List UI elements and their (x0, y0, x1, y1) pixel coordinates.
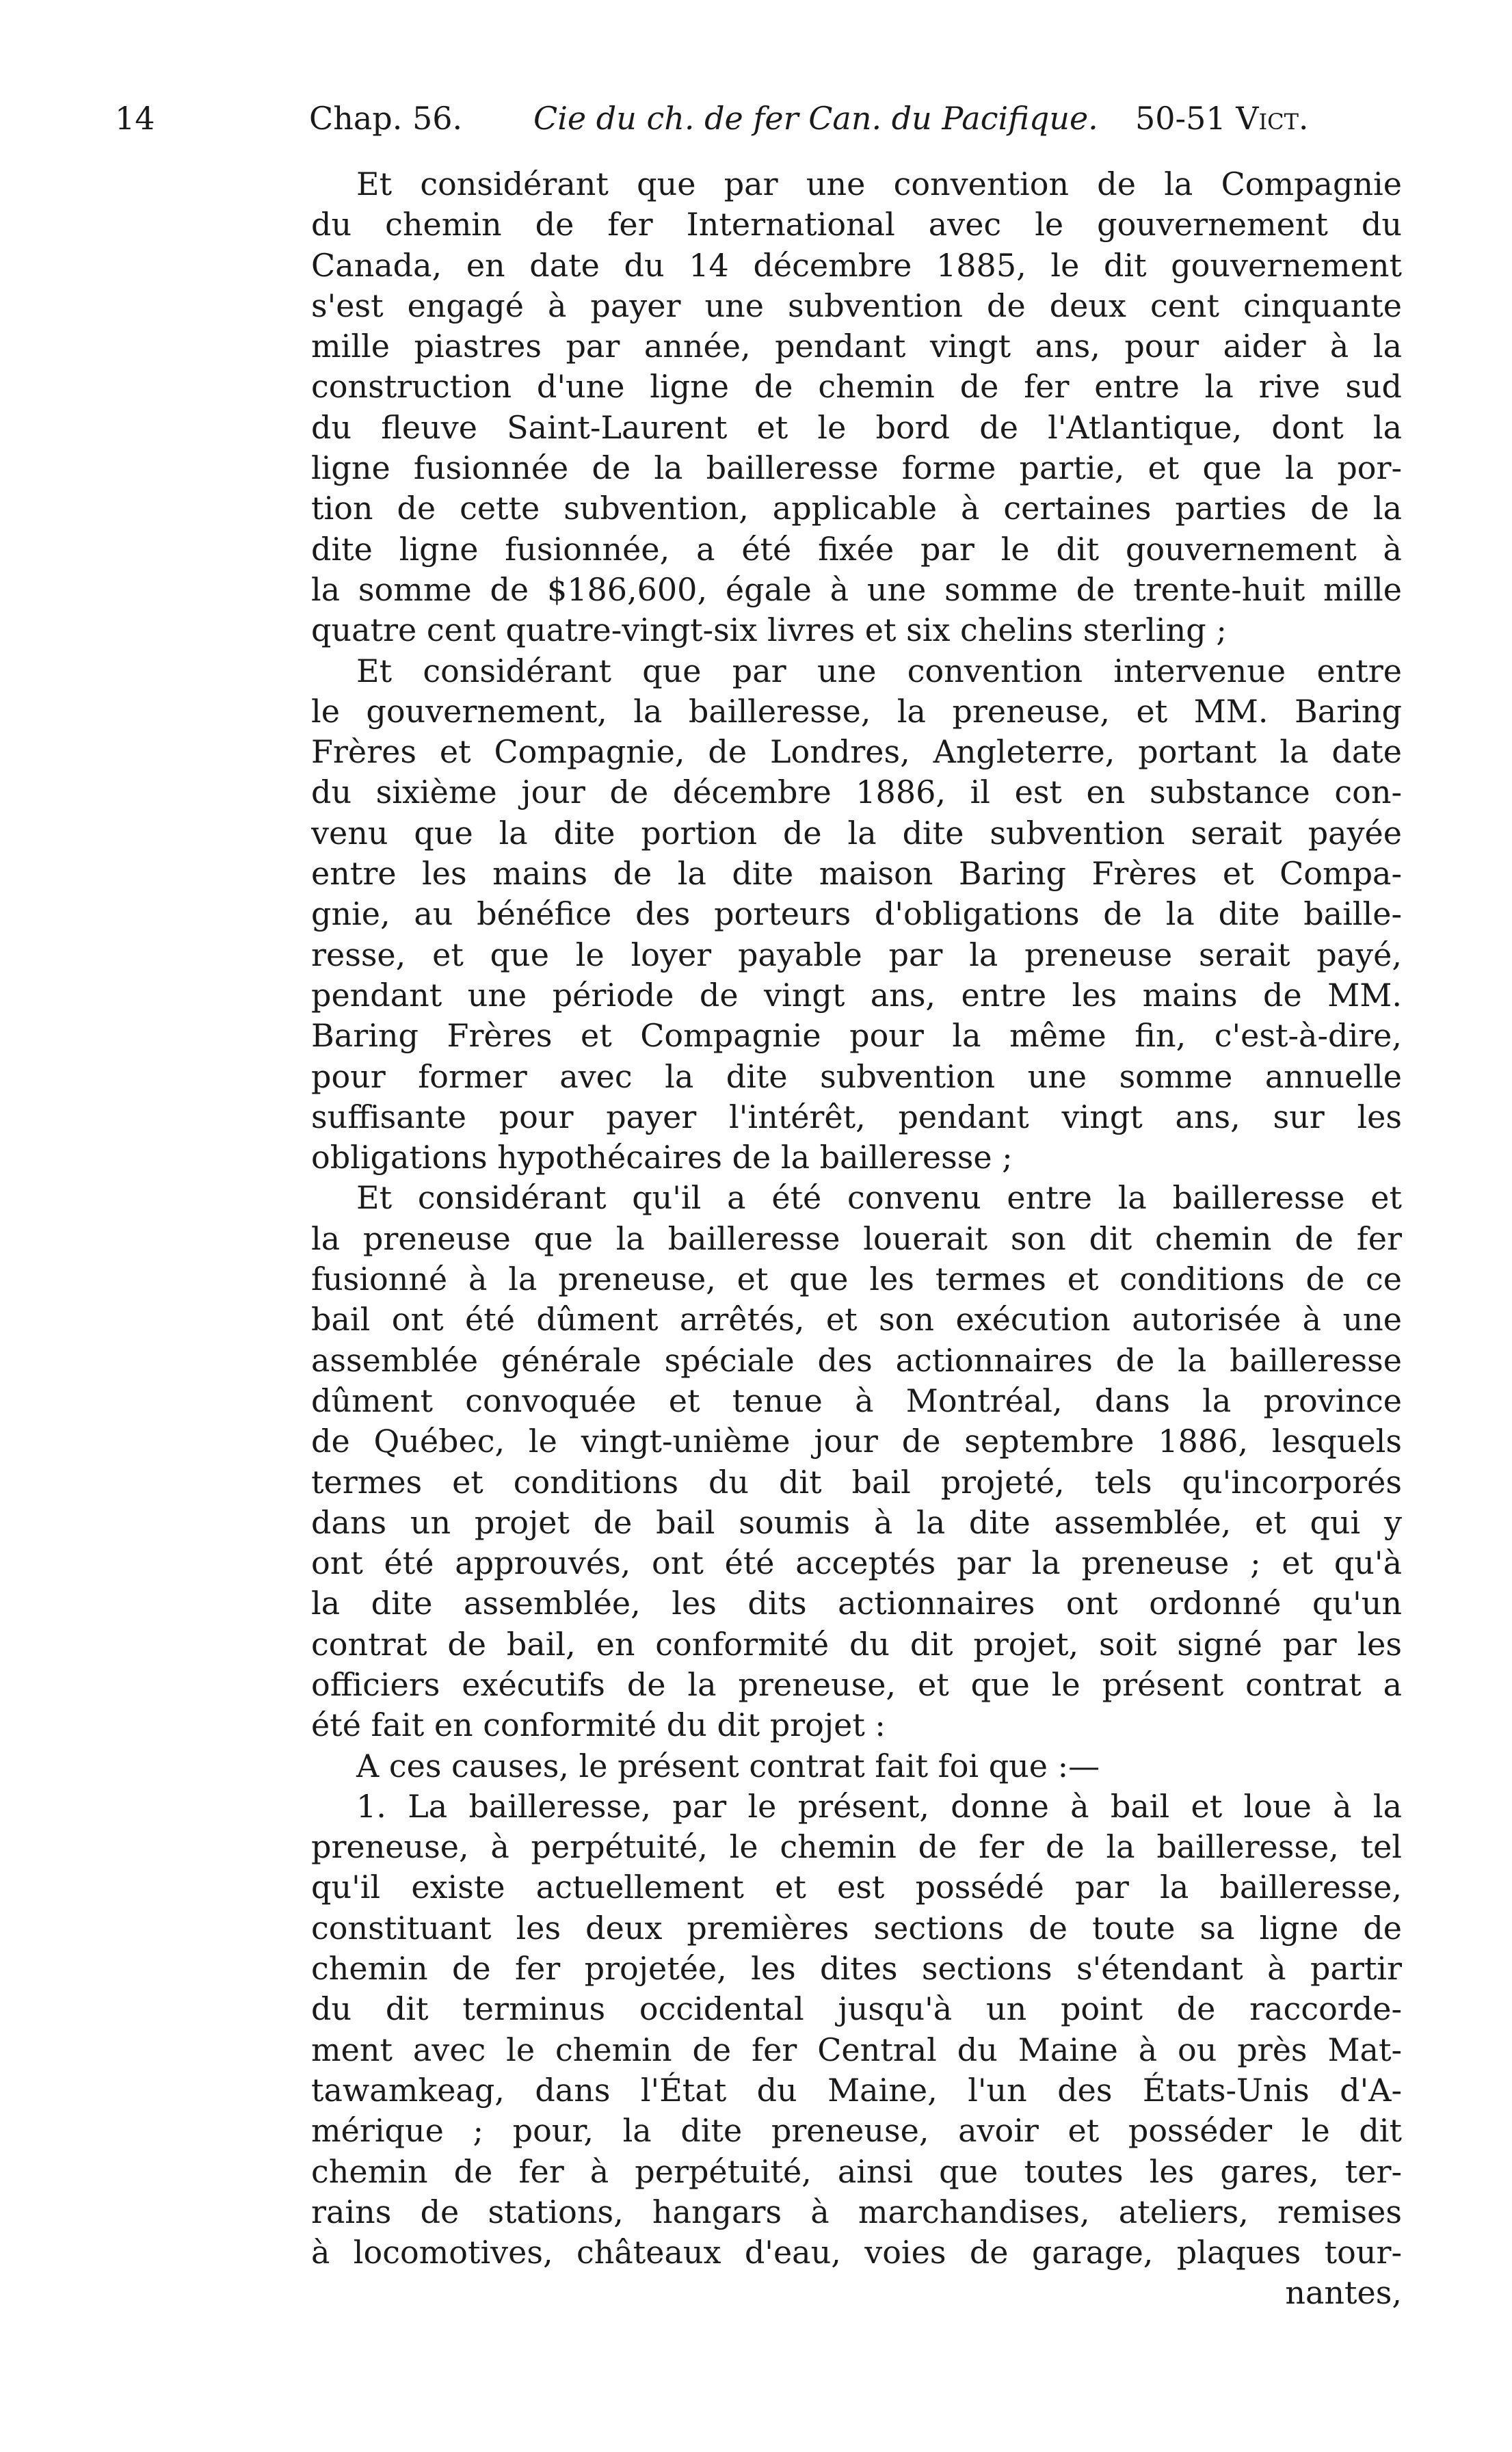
text-line: officiers exécutifs de la preneuse, et que le présent contrat a (311, 1665, 1402, 1703)
text-line: à locomotives, châteaux d'eau, voies de garage, plaques tour- (311, 2234, 1402, 2271)
text-line: pendant une période de vingt ans, entre les mains de MM. (311, 976, 1402, 1014)
text-line: mille piastres par année, pendant vingt ans, pour aider à la (311, 328, 1402, 365)
text-line: 1. La bailleresse, par le présent, donne à bail et loue à la (356, 1787, 1402, 1825)
regnal-year: 50-51 Vict. (1135, 100, 1309, 137)
text-line: quatre cent quatre-vingt-six livres et six chelins sterling ; (311, 611, 1227, 649)
text-line: suffisante pour payer l'intérêt, pendant vingt ans, sur les (311, 1098, 1402, 1135)
text-line: tion de cette subvention, applicable à certaines parties de la (311, 490, 1402, 527)
text-line: s'est engagé à payer une subvention de deux cent cinquante (311, 287, 1402, 324)
text-line: du sixième jour de décembre 1886, il est en substance con- (311, 774, 1402, 811)
text-line: du fleuve Saint-Laurent et le bord de l'Atlantique, dont la (311, 408, 1402, 446)
text-line: Canada, en date du 14 décembre 1885, le dit gouvernement (311, 246, 1402, 284)
text-line: preneuse, à perpétuité, le chemin de fer de la bailleresse, tel (311, 1828, 1402, 1866)
text-line: le gouvernement, la bailleresse, la preneuse, et MM. Baring (311, 692, 1402, 730)
text-line: chemin de fer projetée, les dites sections s'étendant à partir (311, 1950, 1402, 1988)
text-line: gnie, au bénéfice des porteurs d'obligations de la dite baille- (311, 895, 1402, 933)
text-line: termes et conditions du dit bail projeté, tels qu'incorporés (311, 1463, 1402, 1501)
text-line: venu que la dite portion de la dite subvention serait payée (311, 814, 1402, 852)
text-line: Frères et Compagnie, de Londres, Angleterre, portant la date (311, 733, 1402, 771)
text-line: été fait en conformité du dit projet : (311, 1706, 886, 1744)
chapter-label: Chap. 56. (309, 100, 463, 137)
running-header (0, 94, 1512, 142)
text-line: ligne fusionnée de la bailleresse forme partie, et que la por- (311, 449, 1402, 487)
text-line: obligations hypothécaires de la bailleresse ; (311, 1139, 1013, 1176)
text-line: Baring Frères et Compagnie pour la même fin, c'est-à-dire, (311, 1017, 1402, 1055)
text-line: du chemin de fer International avec le gouvernement du (311, 206, 1402, 243)
text-line: Et considérant que par une convention de la Compagnie (356, 166, 1402, 202)
page-number: 14 (115, 100, 155, 137)
running-title: Cie du ch. de fer Can. du Pacifique. (533, 100, 1098, 137)
text-line: chemin de fer à perpétuité, ainsi que toutes les gares, ter- (311, 2152, 1402, 2190)
text-line: la dite assemblée, les dits actionnaires ont ordonné qu'un (311, 1585, 1402, 1622)
text-line: rains de stations, hangars à marchandises, ateliers, remises (311, 2193, 1402, 2230)
text-line: tawamkeag, dans l'État du Maine, l'un des États-Unis d'A- (311, 2071, 1402, 2109)
text-line: fusionné à la preneuse, et que les termes et conditions de ce (311, 1261, 1402, 1298)
text-line: resse, et que le loyer payable par la preneuse serait payé, (311, 936, 1402, 973)
text-line: qu'il existe actuellement et est possédé par la bailleresse, (311, 1869, 1402, 1906)
text-line: mérique ; pour, la dite preneuse, avoir et posséder le dit (311, 2112, 1402, 2150)
text-line: Et considérant que par une convention intervenue entre (356, 652, 1402, 689)
text-line: entre les mains de la dite maison Baring Frères et Compa- (311, 855, 1402, 893)
text-line: contrat de bail, en conformité du dit projet, soit signé par les (311, 1625, 1402, 1663)
body-text (311, 164, 1402, 2314)
text-line: nantes, (1285, 2274, 1402, 2312)
text-line: la preneuse que la bailleresse louerait son dit chemin de fer (311, 1220, 1402, 1257)
text-line: ont été approuvés, ont été acceptés par la preneuse ; et qu'à (311, 1544, 1402, 1582)
text-line: de Québec, le vingt-unième jour de septembre 1886, lesquels (311, 1423, 1402, 1460)
text-line: dûment convoquée et tenue à Montréal, dans la province (311, 1382, 1402, 1419)
text-line: la somme de $186,600, égale à une somme de trente-huit mille (311, 570, 1402, 608)
text-line: du dit terminus occidental jusqu'à un point de raccorde- (311, 1990, 1402, 2028)
text-line: bail ont été dûment arrêtés, et son exécution autorisée à une (311, 1301, 1402, 1339)
text-line: Et considérant qu'il a été convenu entre la bailleresse et (356, 1179, 1402, 1217)
text-line: assemblée générale spéciale des actionnaires de la bailleresse (311, 1341, 1402, 1379)
text-line: dite ligne fusionnée, a été fixée par le dit gouvernement à (311, 530, 1402, 568)
text-line: construction d'une ligne de chemin de fer entre la rive sud (311, 368, 1402, 406)
text-line: pour former avec la dite subvention une somme annuelle (311, 1057, 1402, 1095)
text-line: constituant les deux premières sections de toute sa ligne de (311, 1909, 1402, 1947)
text-line: dans un projet de bail soumis à la dite assemblée, et qui y (311, 1503, 1402, 1541)
text-line: A ces causes, le présent contrat fait foi que :— (356, 1747, 1100, 1784)
text-line: ment avec le chemin de fer Central du Maine à ou près Mat- (311, 2031, 1402, 2068)
